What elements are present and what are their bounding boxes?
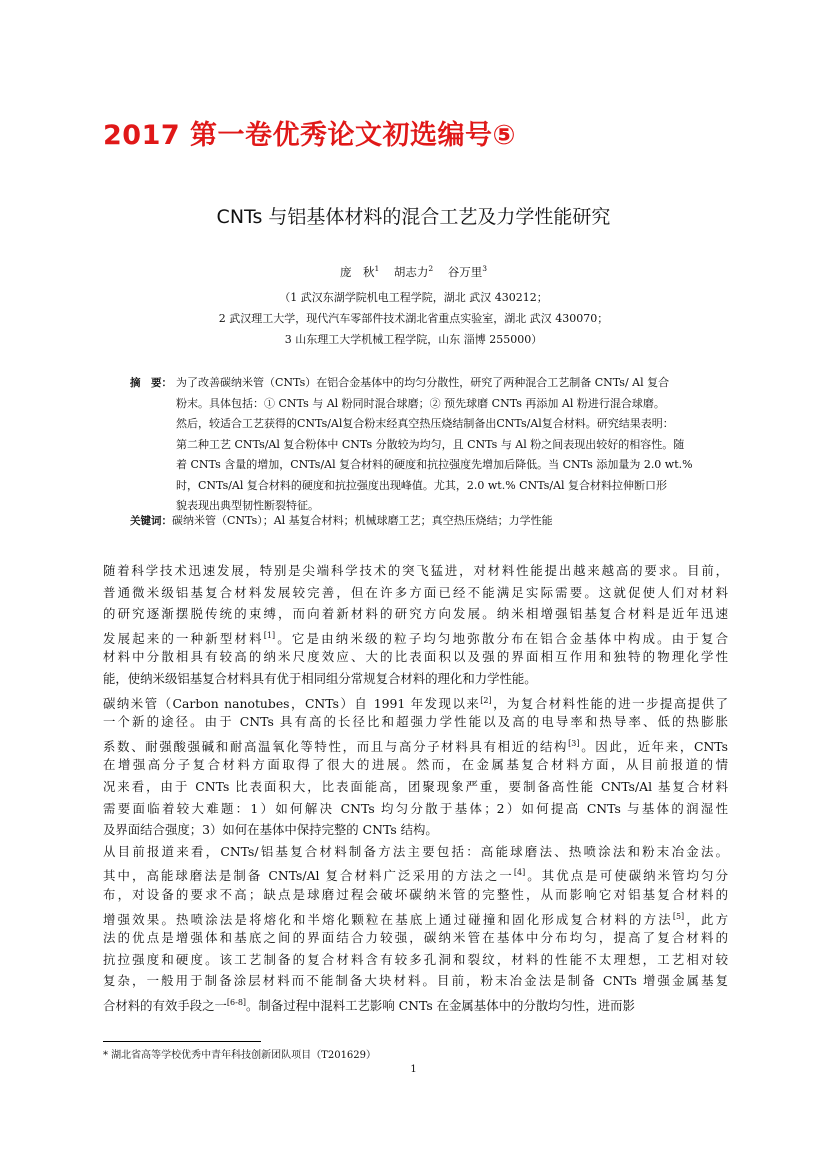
paper-title: CNTs 与铝基体材料的混合工艺及力学性能研究	[216, 206, 611, 228]
body-line: 复杂，一般用于制备涂层材料而不能制备大块材料。目前，粉末冶金法是制备 CNTs 增强金属基复	[103, 973, 728, 989]
body-line: 碳纳米管（Carbon nanotubes，CNTs）自 1991 年发现以来[2]，为复合材料性能的进一步提高提供了	[103, 695, 728, 711]
body-line: 一个新的途径。由于 CNTs 具有高的长径比和超强力学性能以及高的电导率和热导率、低的热膨胀	[103, 714, 728, 730]
author-name: 谷万里	[447, 265, 483, 279]
abstract	[130, 373, 730, 517]
body-line: 材料中分散相具有较高的纳米尺度效应、大的比表面积以及强的界面相互作用和独特的物理化学性	[103, 649, 728, 665]
body-line: 从目前报道来看，CNTs/铝基复合材料制备方法主要包括：高能球磨法、热喷涂法和粉末冶金法。	[103, 843, 728, 859]
body-line: 系数、耐强酸强碱和耐高温氧化等特性，而且与高分子材料具有相近的结构[3]。因此，近年来，CNTs	[103, 738, 728, 754]
author-name: 庞 秋	[339, 265, 375, 279]
author-affiliation-mark: 2	[428, 264, 434, 274]
abstract-line: 然后，较适合工艺获得的CNTs/Al复合粉末经真空热压烧结制备出CNTs/Al复合材料。研究结果表明：	[176, 417, 674, 430]
keywords	[130, 512, 553, 528]
author-list	[0, 264, 827, 280]
body-line: 合材料的有效手段之一[6-8]。制备过程中混料工艺影响 CNTs 在金属基体中的分散均匀性，进而影	[103, 997, 635, 1013]
body-line: 抗拉强度和硬度。该工艺制备的复合材料含有较多孔洞和裂纹，材料的性能不太理想，工艺相对较	[103, 951, 728, 967]
abstract-line: 第二种工艺 CNTs/Al 复合粉体中 CNTs 分散较为均匀，且 CNTs 与 Al 粉之间表现出较好的相容性。随	[176, 437, 685, 451]
body-line: 其中，高能球磨法是制备 CNTs/Al 复合材料广泛采用的方法之一[4]。其优点是可使碳纳米管均匀分	[103, 868, 728, 884]
body-line: 增强效果。热喷涂法是将熔化和半熔化颗粒在基底上通过碰撞和固化形成复合材料的方法[5]，此方	[103, 911, 728, 927]
abstract-line: 貌表现出典型韧性断裂特征。	[176, 499, 319, 512]
keywords-label: 关键词：	[130, 515, 172, 527]
banner-heading: 2017 第一卷优秀论文初选编号⑤	[103, 120, 516, 151]
body-line: 需要面临着较大难题：1）如何解决 CNTs 均匀分散于基体；2）如何提高 CNTs 与基体的润湿性	[103, 800, 728, 816]
author-affiliation-mark: 3	[482, 264, 488, 274]
abstract-line: 着 CNTs 含量的增加，CNTs/Al 复合材料的硬度和抗拉强度先增加后降低。当 CNTs 添加量为 2.0 wt.%	[176, 458, 693, 471]
body-line: 布，对设备的要求不高；缺点是球磨过程会破坏碳纳米管的完整性，从而影响它对铝基复合材料的	[103, 886, 728, 902]
author-name: 胡志力	[393, 265, 429, 279]
body-line: 法的优点是增强体和基底之间的界面结合力较强，碳纳米管在基体中分布均匀，提高了复合材料的	[103, 930, 728, 946]
page-number: 1	[410, 1064, 417, 1075]
abstract-line: 为了改善碳纳米管（CNTs）在铝合金基体中的均匀分散性，研究了两种混合工艺制备 CNTs/ Al 复合	[176, 376, 670, 389]
footnote-rule	[103, 1041, 261, 1042]
affiliation-line: 3 山东理工大学机械工程学院，山东 淄博 255000）	[284, 333, 543, 346]
author-affiliation-mark: 1	[374, 264, 380, 274]
affiliation-line: 2 武汉理工大学，现代汽车零部件技术湖北省重点实验室，湖北 武汉 430070；	[218, 312, 609, 325]
body-line: 发展起来的一种新型材料[1]。它是由纳米级的粒子均匀地弥散分布在铝合金基体中构成。由于复合	[103, 630, 728, 646]
affiliation-line: （1 武汉东湖学院机电工程学院，湖北 武汉 430212；	[279, 291, 548, 304]
body-text	[103, 560, 728, 1013]
body-line: 及界面结合强度；3）如何在基体中保持完整的 CNTs 结构。	[103, 822, 438, 838]
abstract-label: 摘 要：	[130, 377, 172, 389]
body-line: 随着科学技术迅速发展，特别是尖端科学技术的突飞猛进，对材料性能提出越来越高的要求。目前，	[103, 563, 728, 578]
body-line: 况来看，由于 CNTs 比表面积大，比表面能高，团聚现象严重，要制备高性能 CNTs/Al 基复合材料	[103, 778, 728, 794]
keywords-text: 碳纳米管（CNTs）；Al 基复合材料；机械球磨工艺；真空热压烧结；力学性能	[172, 514, 553, 527]
footnote: * 湖北省高等学校优秀中青年科技创新团队项目（T201629）	[103, 1050, 377, 1061]
abstract-line: 时，CNTs/Al 复合材料的硬度和抗拉强度出现峰值。尤其，2.0 wt.% CNTs/Al 复合材料拉伸断口形	[176, 478, 668, 492]
body-line: 能，使纳米级铝基复合材料具有优于相同组分常规复合材料的理化和力学性能。	[103, 670, 537, 686]
abstract-line: 粉末。具体包括：① CNTs 与 Al 粉同时混合球磨；② 预先球磨 CNTs 再添加 Al 粉进行混合球磨。	[176, 396, 665, 410]
body-line: 在增强高分子复合材料方面取得了很大的进展。然而，在金属基复合材料方面，从目前报道的情	[103, 757, 728, 773]
body-line: 的研究逐渐摆脱传统的束缚，而向着新材料的研究方向发展。纳米相增强铝基复合材料是近年迅速	[103, 606, 728, 622]
body-line: 普通微米级铝基复合材料发展较完善，但在许多方面已经不能满足实际需要。这就促使人们对材料	[103, 584, 728, 600]
